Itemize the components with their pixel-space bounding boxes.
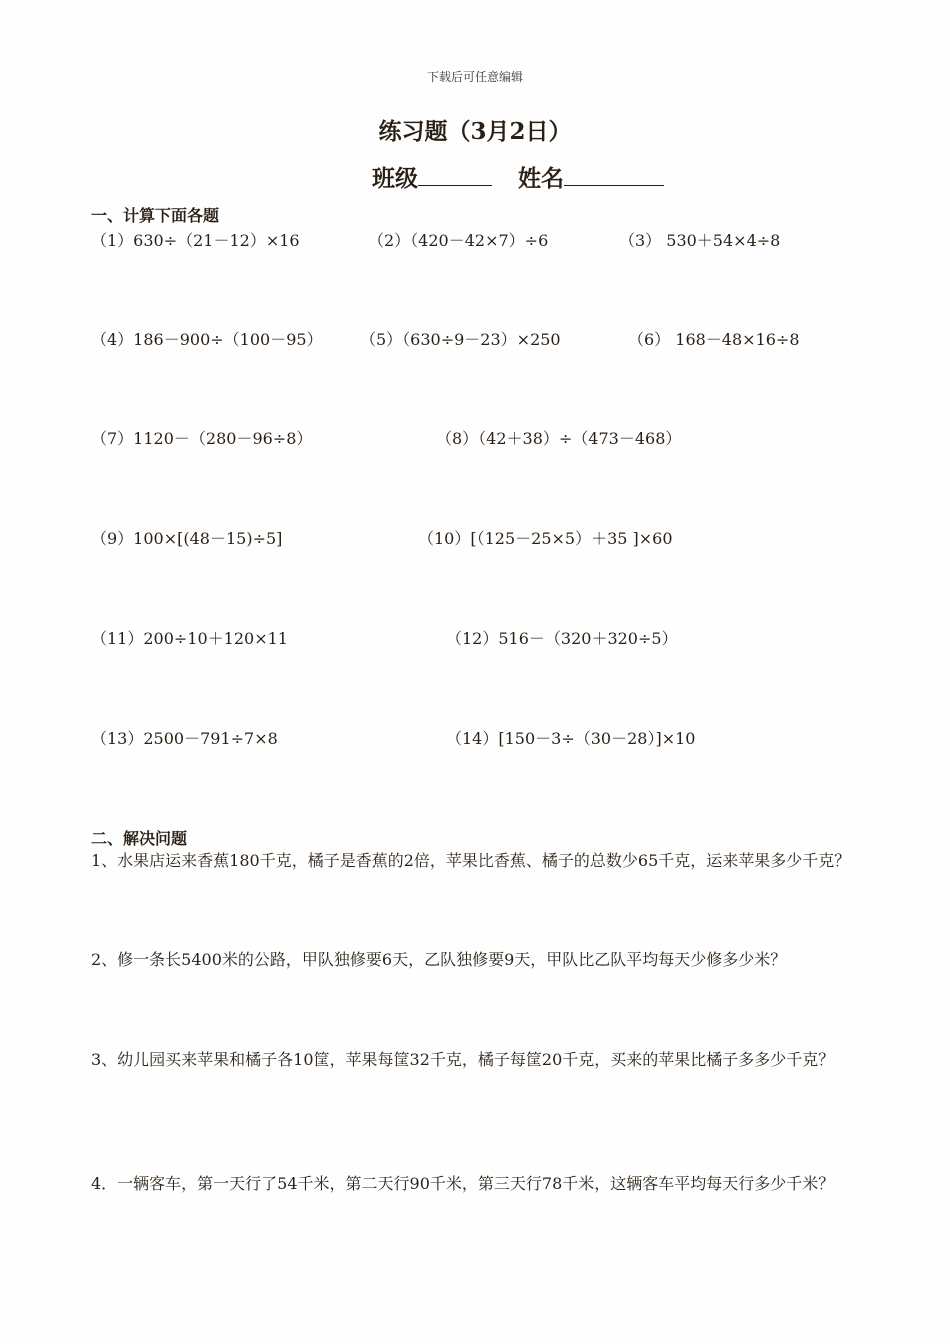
class-blank[interactable] [418, 163, 492, 186]
calc-problem-5: （5）（630÷9－23）×250 [360, 330, 561, 349]
calc-problem-6: （6） 168－48×16÷8 [628, 330, 800, 349]
calc-problem-3: （3） 530＋54×4÷8 [619, 231, 781, 250]
calc-problem-11: （11）200÷10＋120×11 [91, 629, 288, 648]
word-problem-3: 3、幼儿园买来苹果和橘子各10筐，苹果每筐32千克，橘子每筐20千克，买来的苹果比橘子多多少千克？ [91, 1050, 835, 1069]
page-title: 练习题（3月2日） [378, 118, 572, 145]
calc-problem-13: （13）2500－791÷7×8 [91, 729, 278, 748]
calc-problem-1: （1）630÷（21－12）×16 [91, 231, 300, 250]
calc-problem-9: （9）100×[(48－15)÷5] [91, 529, 283, 548]
calc-problem-7: （7）1120－（280－96÷8） [91, 429, 313, 448]
word-problem-4: 4．一辆客车，第一天行了54千米，第二天行90千米，第三天行78千米，这辆客车平均每天行多少千米？ [91, 1174, 835, 1193]
calc-problem-12: （12）516－（320＋320÷5） [446, 629, 678, 648]
calc-problem-8: （8）（42＋38）÷（473－468） [436, 429, 682, 448]
word-problem-2: 2、修一条长5400米的公路，甲队独修要6天，乙队独修要9天，甲队比乙队平均每天少修多少米？ [91, 950, 787, 969]
name-blank[interactable] [564, 163, 664, 186]
class-label: 班级 [372, 165, 418, 192]
calc-problem-10: （10）[（125－25×5）＋35 ]×60 [418, 529, 673, 548]
section2-title: 二、解决问题 [91, 829, 188, 848]
calc-problem-2: （2）（420－42×7）÷6 [368, 231, 549, 250]
calc-problem-4: （4）186－900÷（100－95） [91, 330, 323, 349]
name-label: 姓名 [518, 165, 564, 192]
word-problem-1: 1、水果店运来香蕉180千克，橘子是香蕉的2倍，苹果比香蕉、橘子的总数少65千克，运来苹果多少千克？ [91, 851, 851, 870]
section1-title: 一、计算下面各题 [91, 206, 220, 225]
calc-problem-14: （14）[150－3÷（30－28）]×10 [446, 729, 696, 748]
header-note: 下载后可任意编辑 [426, 70, 523, 84]
student-info-line [372, 160, 664, 193]
